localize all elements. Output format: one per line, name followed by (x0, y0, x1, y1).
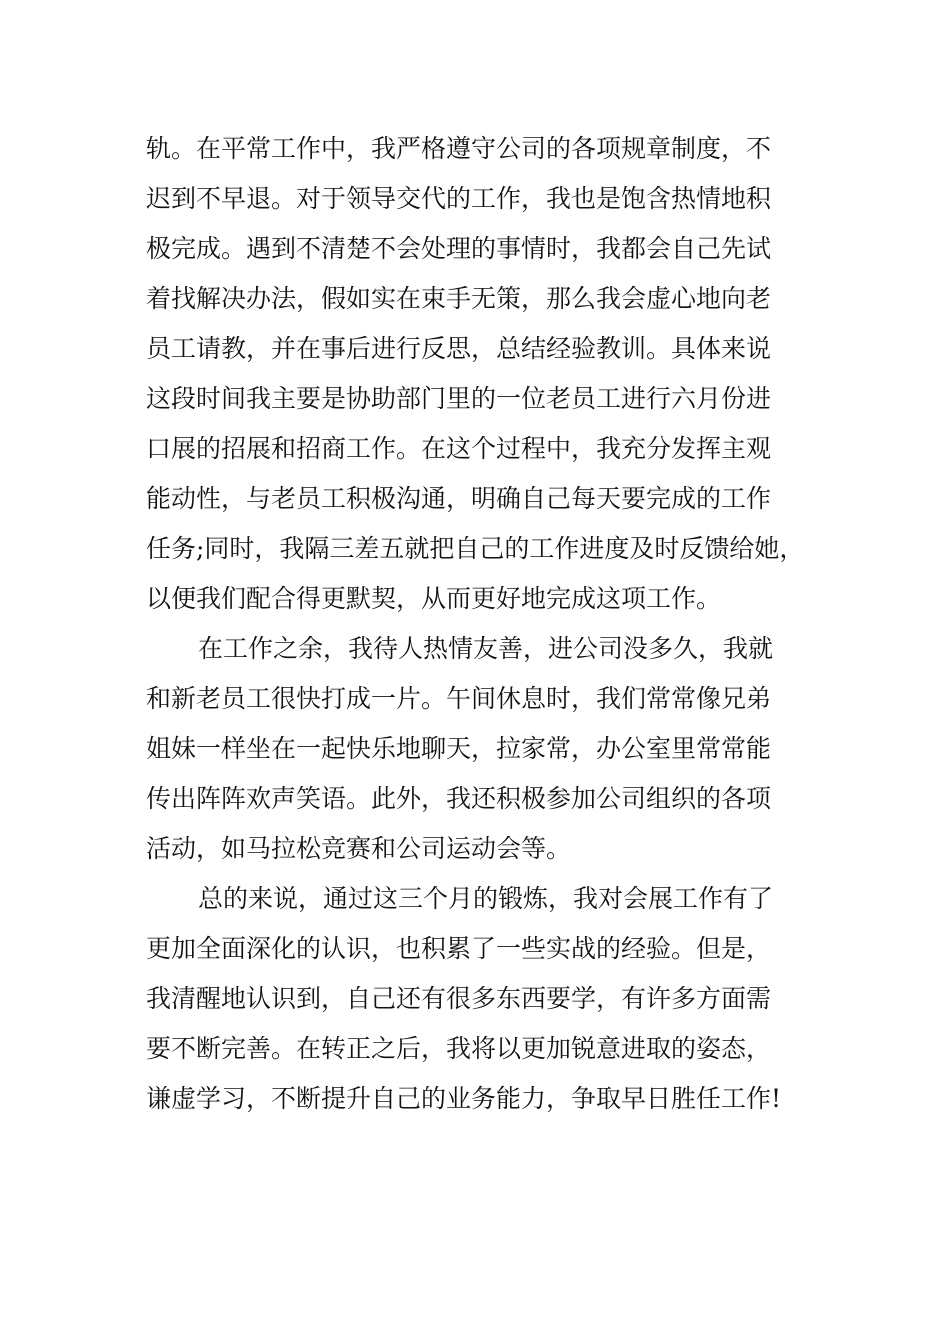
paragraph-1 (146, 124, 814, 624)
text-line: 迟到不早退。对于领导交代的工作，我也是饱含热情地积 (146, 184, 772, 213)
text-line: 口展的招展和招商工作。在这个过程中，我充分发挥主观 (146, 434, 772, 463)
text-line: 能动性，与老员工积极沟通，明确自己每天要完成的工作 (146, 484, 772, 513)
text-line: 着找解决办法，假如实在束手无策，那么我会虚心地向老 (146, 284, 772, 313)
text-line: 员工请教，并在事后进行反思，总结经验教训。具体来说 (146, 334, 772, 363)
text-line: 活动，如马拉松竞赛和公司运动会等。 (146, 834, 572, 863)
text-line: 总的来说，通过这三个月的锻炼，我对会展工作有了 (198, 884, 774, 913)
body-text (146, 124, 814, 1124)
text-line: 和新老员工很快打成一片。午间休息时，我们常常像兄弟 (146, 684, 772, 713)
text-line: 姐妹一样坐在一起快乐地聊天，拉家常，办公室里常常能 (146, 734, 772, 763)
text-line: 谦虚学习，不断提升自己的业务能力，争取早日胜任工作! (146, 1084, 782, 1113)
text-line: 以便我们配合得更默契，从而更好地完成这项工作。 (146, 584, 722, 613)
text-line: 在工作之余，我待人热情友善，进公司没多久，我就 (198, 634, 774, 663)
text-line: 轨。在平常工作中，我严格遵守公司的各项规章制度，不 (146, 134, 772, 163)
text-line: 我清醒地认识到，自己还有很多东西要学，有许多方面需 (146, 984, 772, 1013)
paragraph-3 (146, 874, 814, 1124)
text-line: 任务;同时，我隔三差五就把自己的工作进度及时反馈给她， (146, 534, 805, 563)
paragraph-2 (146, 624, 814, 874)
text-line: 更加全面深化的认识，也积累了一些实战的经验。但是， (146, 934, 772, 963)
text-line: 要不断完善。在转正之后，我将以更加锐意进取的姿态， (146, 1034, 772, 1063)
text-line: 极完成。遇到不清楚不会处理的事情时，我都会自己先试 (146, 234, 772, 263)
text-line: 传出阵阵欢声笑语。此外，我还积极参加公司组织的各项 (146, 784, 772, 813)
text-line: 这段时间我主要是协助部门里的一位老员工进行六月份进 (146, 384, 772, 413)
